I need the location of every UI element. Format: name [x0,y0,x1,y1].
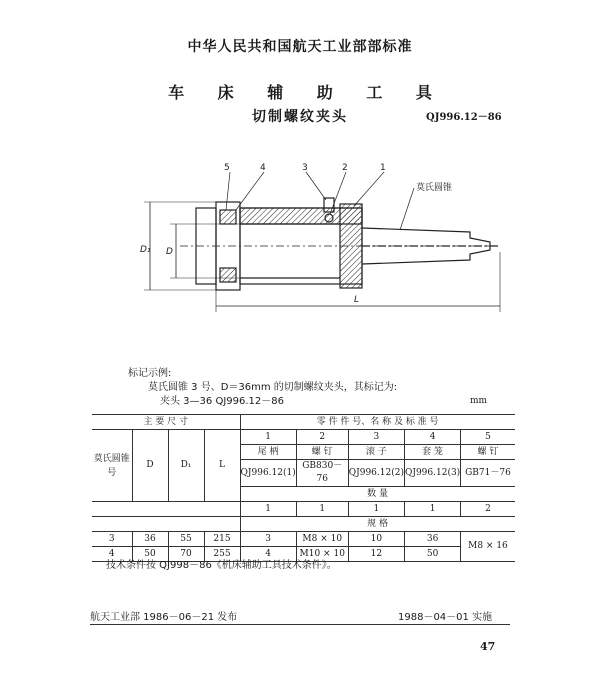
row-part3: 12 [348,547,404,562]
part-name-4: 套 笼 [404,445,460,460]
spec-table [92,414,515,562]
effective-date: 1988－04－01 实施 [398,612,493,623]
callout-3: 3 [302,163,308,173]
qty-5: 2 [461,502,515,517]
part-name-1: 尾 柄 [240,445,296,460]
page-number: 47 [480,640,496,653]
header-qty: 数 量 [240,487,515,502]
part-number-3: 3 [348,430,404,445]
row-D: 36 [132,532,168,547]
part-number-5: 5 [461,430,515,445]
unit-label: mm [470,396,488,406]
row-D1: 55 [168,532,204,547]
row-part2: M8 × 10 [296,532,348,547]
blank-cell [92,502,240,517]
row-part4: 36 [404,532,460,547]
row-part3: 10 [348,532,404,547]
row-part4: 50 [404,547,460,562]
row-D1: 70 [168,547,204,562]
row-taper: 3 [92,532,132,547]
row-D: 50 [132,547,168,562]
header-parts: 零 件 件 号、名 称 及 标 准 号 [240,415,515,430]
row-part1: 3 [240,532,296,547]
row-part2: M10 × 10 [296,547,348,562]
row-part5: M8 × 16 [461,532,515,562]
row-taper: 4 [92,547,132,562]
part-name-3: 滚 子 [348,445,404,460]
part-name-2: 螺 钉 [296,445,348,460]
callout-2: 2 [342,163,348,173]
header-spec: 规 格 [240,517,515,532]
dim-D1-label: D₁ [140,245,151,255]
part-number-1: 1 [240,430,296,445]
part-name-5: 螺 钉 [461,445,515,460]
qty-2: 1 [296,502,348,517]
blank-cell [92,517,240,532]
footer-rule [90,624,510,625]
header-main-dims: 主 要 尺 寸 [92,415,240,430]
callout-1: 1 [380,163,386,173]
dim-D-label: D [166,247,173,257]
header-taper: 莫氏圆锥号 [92,430,132,502]
callout-4: 4 [260,163,266,173]
chuck-drawing [140,160,520,330]
marking-line-1: 莫氏圆锥 3 号、D＝36mm 的切制螺纹夹头，其标记为: [148,382,398,393]
header-D: D [132,430,168,502]
row-L: 255 [204,547,240,562]
document-header: 中华人民共和国航天工业部部标准 [187,39,413,55]
marking-line-2: 夹头 3—36 QJ996.12－86 [160,396,284,407]
issued-date: 航天工业部 1986－06－21 发布 [90,612,238,623]
part-std-3: QJ996.12(2) [348,460,404,487]
page-subtitle: 切制螺纹夹头 [252,109,348,125]
callout-5: 5 [224,163,230,173]
header-D1: D₁ [168,430,204,502]
qty-1: 1 [240,502,296,517]
marking-heading: 标记示例: [128,368,172,379]
qty-3: 1 [348,502,404,517]
part-number-4: 4 [404,430,460,445]
tech-requirements: 技术条件按 QJ998－86《机床辅助工具技术条件》。 [106,560,337,571]
header-L: L [204,430,240,502]
table-row [92,532,515,547]
qty-4: 1 [404,502,460,517]
part-std-1: QJ996.12(1) [240,460,296,487]
part-std-2: GB830－76 [296,460,348,487]
part-std-4: QJ996.12(3) [404,460,460,487]
part-number-2: 2 [296,430,348,445]
part-std-5: GB71－76 [461,460,515,487]
page-title: 车 床 辅 助 工 具 [168,83,446,102]
row-L: 215 [204,532,240,547]
standard-number: QJ996.12－86 [426,112,502,123]
row-part1: 4 [240,547,296,562]
dim-L-label: L [354,295,360,305]
taper-label: 莫氏圆锥 [416,183,453,193]
